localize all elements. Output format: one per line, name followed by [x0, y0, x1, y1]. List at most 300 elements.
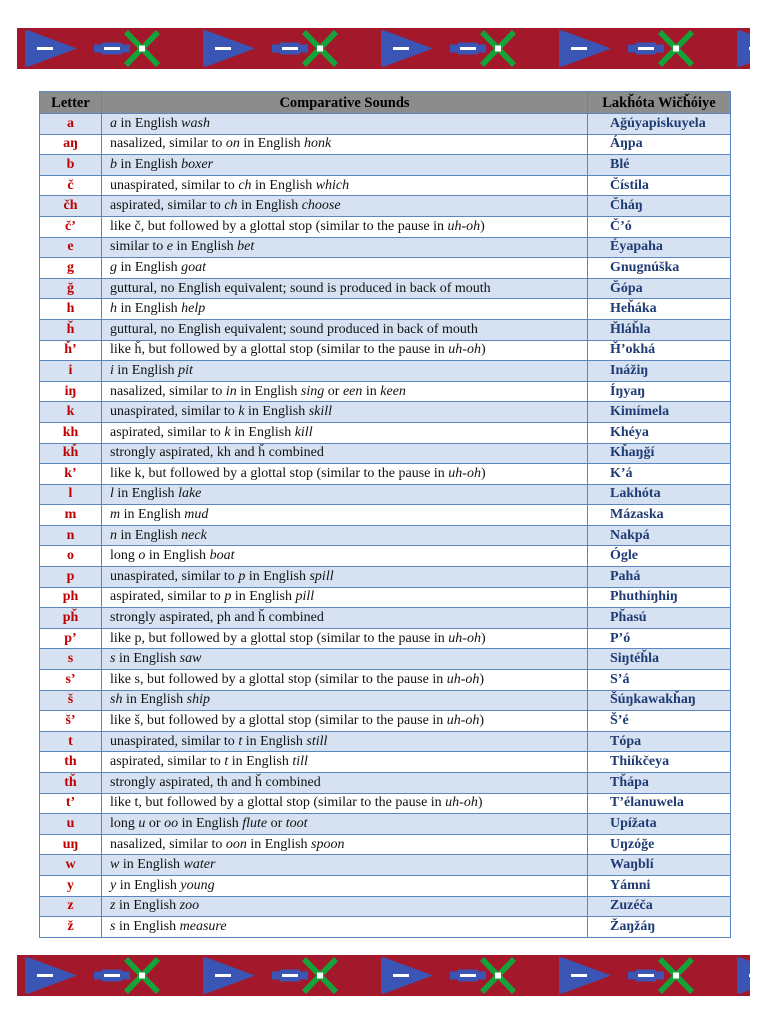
sound-italic-segment: n — [110, 527, 117, 543]
comparative-sound-cell — [102, 155, 588, 176]
banner-pattern-top — [17, 28, 750, 69]
table-row — [40, 155, 731, 176]
sound-text-segment: similar to — [110, 239, 167, 255]
sound-italic-segment: zoo — [179, 898, 200, 914]
lakota-example-cell: P’ó — [588, 628, 731, 649]
sound-text-segment: in English — [115, 898, 180, 914]
letter-cell: uŋ — [40, 834, 102, 855]
lakota-example-cell: Éyapaha — [588, 237, 731, 258]
sound-italic-segment: k — [238, 404, 245, 420]
comparative-sound-cell — [102, 917, 588, 938]
table-row — [40, 484, 731, 505]
blue-step-block — [478, 972, 486, 980]
letter-cell: aŋ — [40, 134, 102, 155]
sound-text-segment: like t, but followed by a glottal stop (similar to the pause in — [110, 795, 446, 811]
sound-text-segment: in English — [178, 815, 243, 831]
lakota-example-cell: Áŋpa — [588, 134, 731, 155]
sound-italic-segment: still — [306, 733, 328, 749]
lakota-example-cell: Ȟ’okhá — [588, 340, 731, 361]
table-row — [40, 711, 731, 732]
sound-text-segment: in English — [116, 877, 181, 893]
white-line-mark — [571, 974, 587, 977]
sound-italic-segment: pill — [295, 589, 315, 605]
lakota-example-cell: Lakhóta — [588, 484, 731, 505]
sound-italic-segment: uh-oh — [446, 713, 480, 729]
sound-italic-segment: measure — [179, 918, 227, 934]
table-row — [40, 875, 731, 896]
sound-text-segment: ) — [477, 795, 483, 811]
table-row — [40, 237, 731, 258]
table-row — [40, 917, 731, 938]
white-line-mark — [749, 47, 750, 50]
lakota-example-cell: Pahá — [588, 567, 731, 588]
sound-italic-segment: sh — [110, 692, 123, 708]
sound-italic-segment: on — [225, 136, 240, 152]
lakota-example-cell: Č’ó — [588, 216, 731, 237]
sound-text-segment: aspirated, similar to — [110, 198, 225, 214]
letter-cell: k’ — [40, 464, 102, 485]
comparative-sound-cell — [102, 711, 588, 732]
sound-text-segment: in English — [119, 857, 184, 873]
sound-text-segment: like p, but followed by a glottal stop (similar to the pause in — [110, 630, 449, 646]
lakota-example-cell: Ȟláȟla — [588, 319, 731, 340]
sound-italic-segment: boxer — [181, 156, 214, 172]
sound-italic-segment: neck — [181, 527, 207, 543]
letter-cell: š — [40, 690, 102, 711]
sound-italic-segment: saw — [179, 651, 202, 667]
sound-text-segment: in English — [228, 754, 293, 770]
blue-triangle-motif — [739, 30, 750, 67]
blue-step-block — [628, 45, 636, 53]
white-line-mark — [460, 974, 476, 977]
lakota-example-cell: Kȟaŋğí — [588, 443, 731, 464]
blue-step-block — [450, 45, 458, 53]
letter-cell: š’ — [40, 711, 102, 732]
sound-italic-segment: k — [224, 424, 231, 440]
table-row — [40, 443, 731, 464]
sound-italic-segment: sing — [300, 383, 325, 399]
sound-italic-segment: toot — [285, 815, 308, 831]
sound-italic-segment: choose — [301, 198, 341, 214]
sound-italic-segment: spoon — [311, 836, 345, 852]
blue-step-block — [478, 45, 486, 53]
blue-step-block — [94, 45, 102, 53]
sound-text-segment: guttural, no English equivalent; sound is produced in back of mouth — [110, 280, 491, 296]
white-center-mark — [139, 973, 145, 979]
table-row — [40, 628, 731, 649]
sound-text-segment: ) — [480, 218, 485, 234]
sound-text-segment: or — [324, 383, 343, 399]
white-line-mark — [37, 47, 53, 50]
blue-triangle-motif — [739, 957, 750, 994]
comparative-sound-cell — [102, 525, 588, 546]
comparative-sound-cell — [102, 567, 588, 588]
sound-text-segment: in English — [120, 507, 185, 523]
table-row — [40, 299, 731, 320]
table-row — [40, 587, 731, 608]
sound-italic-segment: mud — [184, 507, 209, 523]
comparative-sound-cell — [102, 814, 588, 835]
sound-italic-segment: ship — [186, 692, 210, 708]
sound-text-segment: like s, but followed by a glottal stop (similar to the pause in — [110, 671, 447, 687]
top-decorative-banner — [17, 28, 750, 69]
comparative-sound-cell — [102, 114, 588, 135]
sound-italic-segment: oon — [225, 836, 247, 852]
comparative-sound-cell — [102, 587, 588, 608]
table-row — [40, 773, 731, 794]
header-comparative-sounds: Comparative Sounds — [102, 92, 588, 114]
lakota-example-cell: Uŋzóğe — [588, 834, 731, 855]
comparative-sound-cell — [102, 855, 588, 876]
lakota-alphabet-table — [39, 91, 731, 938]
sound-text-segment: aspirated, similar to — [110, 424, 225, 440]
sound-italic-segment: skill — [308, 404, 333, 420]
table-row — [40, 175, 731, 196]
letter-cell: th — [40, 752, 102, 773]
table-row — [40, 752, 731, 773]
table-header-row — [40, 92, 731, 114]
lakota-example-cell: Čháŋ — [588, 196, 731, 217]
lakota-example-cell: Upížata — [588, 814, 731, 835]
comparative-sound-cell — [102, 670, 588, 691]
comparative-sound-cell — [102, 731, 588, 752]
white-center-mark — [495, 46, 501, 52]
sound-italic-segment: kill — [294, 424, 313, 440]
sound-italic-segment: uh-oh — [447, 218, 481, 234]
lakota-example-cell: Íŋyaŋ — [588, 381, 731, 402]
blue-step-block — [122, 972, 130, 980]
letter-cell: g — [40, 258, 102, 279]
sound-text-segment: ) — [479, 671, 485, 687]
sound-text-segment: aspirated, similar to — [110, 754, 225, 770]
white-line-mark — [460, 47, 476, 50]
sound-text-segment: in English — [117, 301, 182, 317]
blue-step-block — [272, 972, 280, 980]
sound-text-segment: in English — [117, 156, 182, 172]
comparative-sound-cell — [102, 649, 588, 670]
table-row — [40, 422, 731, 443]
sound-text-segment: in English — [239, 136, 305, 152]
table-row — [40, 731, 731, 752]
sound-text-segment: in English — [246, 836, 312, 852]
sound-text-segment: unaspirated, similar to — [110, 177, 239, 193]
lakota-example-cell: Ğópa — [588, 278, 731, 299]
sound-text-segment: in — [362, 383, 381, 399]
sound-text-segment: in English — [117, 259, 182, 275]
sound-italic-segment: honk — [304, 136, 332, 152]
sound-italic-segment: s — [110, 918, 116, 934]
blue-step-block — [450, 972, 458, 980]
lakota-example-cell: Phuthíŋhiŋ — [588, 587, 731, 608]
letter-cell: t’ — [40, 793, 102, 814]
lakota-example-cell: Kimímela — [588, 402, 731, 423]
sound-text-segment: in English — [115, 651, 180, 667]
letter-cell: p’ — [40, 628, 102, 649]
table-row — [40, 196, 731, 217]
sound-text-segment: in English — [237, 198, 302, 214]
table-body — [40, 114, 731, 938]
lakota-example-cell: Siŋtéȟla — [588, 649, 731, 670]
table-row — [40, 834, 731, 855]
white-center-mark — [139, 46, 145, 52]
sound-text-segment: ) — [480, 342, 486, 358]
sound-text-segment: in English — [245, 568, 310, 584]
sound-text-segment: or — [145, 815, 165, 831]
comparative-sound-cell — [102, 773, 588, 794]
sound-text-segment: in English — [251, 177, 316, 193]
sound-italic-segment: a — [110, 115, 117, 131]
sound-text-segment: in English — [242, 733, 307, 749]
table-row — [40, 567, 731, 588]
white-line-mark — [393, 47, 409, 50]
sound-italic-segment: z — [110, 898, 116, 914]
letter-cell: a — [40, 114, 102, 135]
sound-text-segment: or — [267, 815, 286, 831]
letter-cell: l — [40, 484, 102, 505]
sound-italic-segment: keen — [380, 383, 406, 399]
table-row — [40, 855, 731, 876]
comparative-sound-cell — [102, 793, 588, 814]
sound-text-segment: in English — [244, 404, 309, 420]
letter-cell: tȟ — [40, 773, 102, 794]
sound-italic-segment: e — [166, 239, 173, 255]
sound-text-segment: in English — [230, 424, 295, 440]
lakota-example-cell: Tȟápa — [588, 773, 731, 794]
lakota-example-cell: Gnugnúška — [588, 258, 731, 279]
white-line-mark — [571, 47, 587, 50]
letter-cell: m — [40, 505, 102, 526]
table-row — [40, 402, 731, 423]
comparative-sound-cell — [102, 464, 588, 485]
letter-cell: o — [40, 546, 102, 567]
sound-text-segment: strongly aspirated, th and ȟ combined — [110, 774, 321, 790]
sound-text-segment: like ȟ, but followed by a glottal stop (similar to the pause in — [110, 342, 449, 358]
lakota-example-cell: Khéya — [588, 422, 731, 443]
letter-cell: i — [40, 361, 102, 382]
comparative-sound-cell — [102, 546, 588, 567]
comparative-sound-cell — [102, 875, 588, 896]
comparative-sound-cell — [102, 319, 588, 340]
table-row — [40, 608, 731, 629]
letter-cell: kȟ — [40, 443, 102, 464]
letter-cell: k — [40, 402, 102, 423]
table-row — [40, 546, 731, 567]
comparative-sound-cell — [102, 278, 588, 299]
lakota-example-cell: Heȟáka — [588, 299, 731, 320]
letter-cell: ğ — [40, 278, 102, 299]
white-center-mark — [673, 46, 679, 52]
table-row — [40, 258, 731, 279]
sound-italic-segment: u — [138, 815, 146, 831]
table-row — [40, 896, 731, 917]
letter-cell: n — [40, 525, 102, 546]
sound-italic-segment: ch — [238, 177, 252, 193]
lakota-example-cell: Nakpá — [588, 525, 731, 546]
table-row — [40, 649, 731, 670]
white-line-mark — [37, 974, 53, 977]
table-row — [40, 381, 731, 402]
table-row — [40, 319, 731, 340]
letter-cell: t — [40, 731, 102, 752]
white-line-mark — [749, 974, 750, 977]
lakota-example-cell: Š’é — [588, 711, 731, 732]
sound-italic-segment: s — [110, 651, 116, 667]
sound-text-segment: strongly aspirated, ph and ȟ combined — [110, 610, 324, 626]
comparative-sound-cell — [102, 690, 588, 711]
lakota-example-cell: Čístila — [588, 175, 731, 196]
table-row — [40, 134, 731, 155]
sound-italic-segment: p — [224, 589, 232, 605]
sound-italic-segment: p — [238, 568, 246, 584]
letter-cell: e — [40, 237, 102, 258]
lakota-example-cell: Inážiŋ — [588, 361, 731, 382]
lakota-example-cell: Šúŋkawakȟaŋ — [588, 690, 731, 711]
sound-text-segment: unaspirated, similar to — [110, 404, 239, 420]
table-row — [40, 525, 731, 546]
blue-step-block — [656, 972, 664, 980]
sound-italic-segment: h — [110, 301, 117, 317]
blue-step-block — [300, 972, 308, 980]
white-line-mark — [215, 974, 231, 977]
table-row — [40, 216, 731, 237]
bottom-decorative-banner — [17, 955, 750, 996]
table-row — [40, 793, 731, 814]
sound-text-segment: ) — [480, 465, 486, 481]
lakota-example-cell: Zuzéča — [588, 896, 731, 917]
lakota-example-cell: T’élanuwela — [588, 793, 731, 814]
lakota-example-cell: Žaŋžáŋ — [588, 917, 731, 938]
sound-italic-segment: uh-oh — [446, 671, 480, 687]
comparative-sound-cell — [102, 361, 588, 382]
lakota-example-cell: Ağúyapiskuyela — [588, 114, 731, 135]
table-row — [40, 340, 731, 361]
sound-text-segment: aspirated, similar to — [110, 589, 225, 605]
letter-cell: z — [40, 896, 102, 917]
sound-italic-segment: till — [292, 754, 308, 770]
sound-text-segment: in English — [113, 486, 179, 502]
letter-cell: ž — [40, 917, 102, 938]
sound-italic-segment: b — [110, 156, 117, 172]
sound-text-segment: in English — [122, 692, 187, 708]
comparative-sound-cell — [102, 505, 588, 526]
sound-italic-segment: water — [183, 857, 216, 873]
white-line-mark — [282, 974, 298, 977]
sound-text-segment: ) — [480, 630, 486, 646]
comparative-sound-cell — [102, 340, 588, 361]
sound-italic-segment: l — [110, 486, 114, 502]
sound-italic-segment: wash — [181, 115, 210, 131]
letter-cell: ph — [40, 587, 102, 608]
sound-italic-segment: uh-oh — [448, 630, 481, 646]
letter-cell: u — [40, 814, 102, 835]
comparative-sound-cell — [102, 237, 588, 258]
sound-italic-segment: help — [181, 301, 206, 317]
letter-cell: h — [40, 299, 102, 320]
sound-italic-segment: uh-oh — [445, 795, 478, 811]
white-line-mark — [104, 47, 120, 50]
header-lakota-example: Lakȟóta Wičȟóiye — [588, 92, 731, 114]
letter-cell: s — [40, 649, 102, 670]
letter-cell: iŋ — [40, 381, 102, 402]
sound-italic-segment: t — [224, 754, 229, 770]
blue-step-block — [272, 45, 280, 53]
blue-step-block — [94, 972, 102, 980]
comparative-sound-cell — [102, 299, 588, 320]
sound-italic-segment: ch — [224, 198, 238, 214]
white-line-mark — [638, 974, 654, 977]
lakota-example-cell: S’á — [588, 670, 731, 691]
sound-italic-segment: in — [225, 383, 237, 399]
letter-cell: č’ — [40, 216, 102, 237]
letter-cell: ȟ — [40, 319, 102, 340]
white-line-mark — [638, 47, 654, 50]
blue-step-block — [122, 45, 130, 53]
white-center-mark — [495, 973, 501, 979]
sound-text-segment: in English — [145, 548, 210, 564]
lakota-example-cell: Yámni — [588, 875, 731, 896]
table-row — [40, 670, 731, 691]
white-line-mark — [282, 47, 298, 50]
header-letter: Letter — [40, 92, 102, 114]
white-line-mark — [393, 974, 409, 977]
sound-text-segment: like č, but followed by a glottal stop (similar to the pause in — [110, 218, 448, 234]
lakota-example-cell: K’á — [588, 464, 731, 485]
table-row — [40, 814, 731, 835]
letter-cell: y — [40, 875, 102, 896]
sound-italic-segment: bet — [237, 239, 255, 255]
letter-cell: č — [40, 175, 102, 196]
table-row — [40, 690, 731, 711]
lakota-example-cell: Tópa — [588, 731, 731, 752]
blue-step-block — [300, 45, 308, 53]
table-row — [40, 114, 731, 135]
sound-text-segment: like š, but followed by a glottal stop (similar to the pause in — [110, 713, 447, 729]
letter-cell: b — [40, 155, 102, 176]
sound-text-segment: in English — [117, 115, 182, 131]
sound-italic-segment: g — [110, 259, 117, 275]
letter-cell: čh — [40, 196, 102, 217]
sound-text-segment: guttural, no English equivalent; sound produced in back of mouth — [110, 321, 478, 337]
comparative-sound-cell — [102, 175, 588, 196]
sound-text-segment: nasalized, similar to — [110, 383, 226, 399]
comparative-sound-cell — [102, 443, 588, 464]
sound-italic-segment: uh-oh — [448, 465, 481, 481]
comparative-sound-cell — [102, 402, 588, 423]
sound-text-segment: nasalized, similar to — [110, 836, 226, 852]
lakota-example-cell: Mázaska — [588, 505, 731, 526]
sound-italic-segment: m — [110, 507, 121, 523]
comparative-sound-cell — [102, 608, 588, 629]
comparative-sound-cell — [102, 896, 588, 917]
comparative-sound-cell — [102, 196, 588, 217]
sound-text-segment: in English — [231, 589, 296, 605]
letter-cell: kh — [40, 422, 102, 443]
sound-italic-segment: i — [110, 362, 114, 378]
sound-italic-segment: oo — [164, 815, 179, 831]
lakota-example-cell: Thiíkčeya — [588, 752, 731, 773]
letter-cell: s’ — [40, 670, 102, 691]
sound-italic-segment: young — [180, 877, 215, 893]
sound-italic-segment: flute — [242, 815, 268, 831]
sound-italic-segment: spill — [309, 568, 334, 584]
lakota-example-cell: Pȟasú — [588, 608, 731, 629]
banner-pattern-bottom — [17, 955, 750, 996]
comparative-sound-cell — [102, 834, 588, 855]
blue-step-block — [628, 972, 636, 980]
sound-italic-segment: which — [315, 177, 350, 193]
sound-italic-segment: uh-oh — [448, 342, 481, 358]
comparative-sound-cell — [102, 628, 588, 649]
